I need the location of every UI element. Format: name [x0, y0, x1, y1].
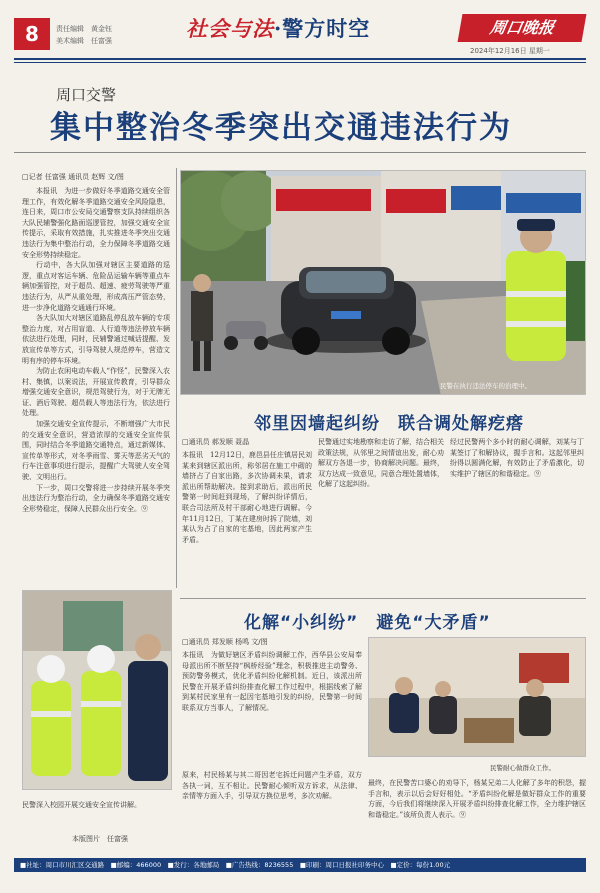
article1-byline: □记者 任富强 通讯员 赵辉 文/图	[22, 173, 124, 181]
article-divider	[180, 598, 586, 599]
photo3-caption: 民警耐心做群众工作。	[490, 764, 555, 772]
article1-paragraph: 本报讯 为进一步做好冬季道路交通安全管理工作，有效化解冬季道路交通安全风险隐患，连日来，周口市公安局交通警察支队持续组织各大队民辅警强化路面巡逻管控，加强交通安全宣传提示，采取有效措施，扎实推进冬季突出交通违法行为集中整治行动，全力保障冬季道路交通安全形势持续稳定。	[22, 187, 170, 259]
article3-col2: 原来，村民杨某与其二哥因老宅拆迁问题产生矛盾，双方各执一词，互不相让。民警耐心倾听双方诉求，从法律、亲情等方面入手，引导双方换位思考，多次劝解。	[182, 771, 362, 801]
designer-credit: 美术编辑 任富强	[56, 37, 112, 45]
header-rule-thin	[14, 62, 586, 63]
article2-headline: 邻里因墙起纠纷 联合调处解疙瘩	[254, 414, 524, 434]
column-divider	[176, 168, 177, 588]
campus-photo	[22, 590, 172, 790]
banner-kicker: 周口交警	[56, 86, 117, 104]
footer-bar: ■社址：周口市川汇区交通路 ■邮编：466000 ■发行：各地邮局 ■广告热线：8236555 ■印刷：周口日报社印务中心 ■定价：每份1.00元	[14, 858, 586, 872]
article1-paragraph: 各大队加大对辖区道路乱停乱放车辆的专项整治力度，对占用盲道、人行道等违法停放车辆依法进行处理，同时，民辅警通过喊话提醒、发放宣传单等方式，引导驾驶人规范停车，营造文明有序的停车环境。	[22, 314, 170, 365]
section-main: 社会与法	[186, 16, 274, 41]
article1-paragraph: 行动中，各大队加强对辖区主要道路的巡逻，重点对客运车辆、危险品运输车辆等重点车辆加强管控，对于超员、超速、疲劳驾驶等严重违法行为，从严从重处理，形成高压严管态势，进一步净化道路交通通行环境。	[22, 261, 170, 312]
article3-headline: 化解“小纠纷” 避免“大矛盾”	[244, 613, 491, 633]
article2-col1: 本报讯 12月12日，鹿邑县任庄镇居民刘某来到辖区派出所，称邻居在施工中砌的墙挤占了自家出路，多次协调未果，请求派出所帮助解决。接到求助后，派出所民警第一时间赶到现场，了解纠纷详情后，联合司法所及村干部耐心地进行调解。今年11月12日，丁某在建房时拆了院墙，刘某认为占了自家的宅基地，因此两家产生矛盾。	[182, 451, 312, 544]
street-photo	[180, 170, 586, 395]
banner-headline: 集中整治冬季突出交通违法行为	[50, 110, 512, 146]
section-sub: ·警方时空	[274, 16, 371, 41]
street-scene-illustration	[181, 171, 586, 395]
photo2-caption: 民警深入校园开展交通安全宣传讲解。	[22, 801, 141, 809]
banner-rule	[14, 152, 586, 153]
editor-credit: 责任编辑 黄金钰	[56, 25, 112, 33]
page-number: 8	[14, 18, 50, 50]
article1-paragraph: 为防止农闲电动车载人“作怪”，民警深入农村、集镇，以案说法，开展宣传教育，引导群众增强交通安全意识，规范驾驶行为，对于无牌无证、酒后驾驶、超员载人等违法行为，依法进行处理。	[22, 367, 170, 418]
article2-byline: □通讯员 郝发顺 聂晶	[182, 438, 250, 446]
section-title	[186, 14, 370, 44]
mediation-illustration	[369, 638, 586, 757]
article1-body	[22, 186, 170, 514]
paper-logo: 周口晚报	[458, 14, 587, 42]
header-rule	[14, 58, 586, 60]
article1-paragraph: 加强交通安全宣传提示，不断增强广大市民的交通安全意识，营造浓厚的交通安全宣传氛围，同时结合冬季道路交通特点，通过新媒体、宣传单等形式，对冬季雨雪、雾天等恶劣天气的行车注意事项进行提示，提醒广大驾驶人安全驾驶、文明出行。	[22, 420, 170, 482]
article2-col3: 经过民警两个多小时的耐心调解，刘某与丁某签订了和解协议，握手言和。这起邻里纠纷得以圆满化解，有效防止了矛盾激化，切实维护了辖区的和谐稳定。⑨	[450, 438, 584, 478]
photo1-caption: 民警在执行违法停车的治理中。	[440, 382, 531, 390]
photo-credit: 本版图片 任富强	[72, 835, 128, 843]
article3-col3: 最终，在民警苦口婆心的劝导下，杨某兄弟二人化解了多年的积怨，握手言和，表示以后会好好相处。“矛盾纠纷化解是做好群众工作的重要方面，今后我们将继续深入开展矛盾纠纷排查化解工作，全力维护辖区和谐稳定。”该所负责人表示。⑨	[368, 779, 586, 819]
campus-illustration	[23, 591, 172, 790]
mediation-photo	[368, 637, 586, 757]
article3-col1: 本报讯 为做好辖区矛盾纠纷调解工作，西华县公安局奉母派出所不断坚持“枫桥经验”理念，积极推进主动警务、预防警务模式，优化矛盾纠纷化解机制。近日，该派出所民警在开展矛盾纠纷排查化解工作过程中，根据线索了解到某村民家里有一起因宅基地引发的纠纷，民警第一时间联系双方当事人，了解情况。	[182, 651, 362, 712]
article3-byline: □通讯员 郑发顺 杨鸣 文/图	[182, 638, 268, 646]
article1-paragraph: 下一步，周口交警将进一步持续开展冬季突出违法行为整治行动，全力确保冬季道路交通安全形势稳定，保障人民群众出行安全。⑨	[22, 483, 170, 513]
issue-date: 2024年12月16日 星期一	[470, 47, 550, 55]
article2-col2: 民警通过实地勘察和走访了解，结合相关政策法规，从邻里之间情谊出发，耐心劝解双方各退一步，协商解决问题。最终，双方达成一致意见，同意合理处置墙体，化解了这起纠纷。	[318, 438, 444, 489]
